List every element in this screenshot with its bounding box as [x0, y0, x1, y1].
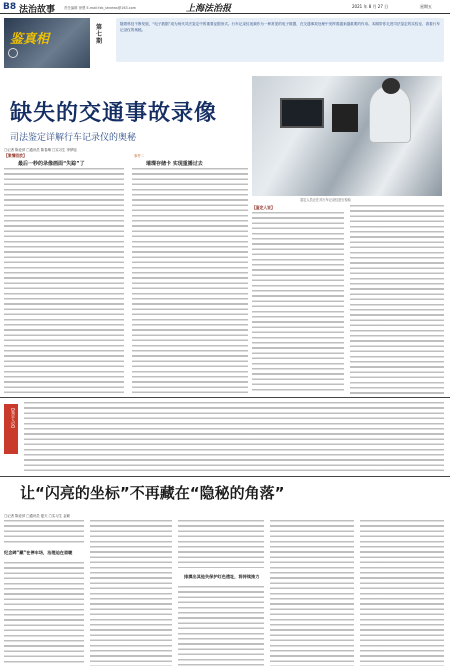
second-col5	[360, 520, 444, 666]
second-headline: 让“闪亮的坐标”不再藏在“隐秘的角落”	[20, 484, 285, 502]
device-graphic	[332, 104, 358, 132]
second-col3-top	[178, 520, 264, 568]
banner-issue: 第七期	[96, 24, 103, 45]
right-column-text-2	[350, 205, 444, 394]
intro-text: 随着科技不断发展，“电子数据”成为现代司法鉴定中的重要证据形式。行车记录仪视频作为一种常见的电子数据，在交通事故处理中发挥着越来越重要的作用。本期带你走进司法鉴定的实验室，看看行车记录仪的奥秘。	[120, 22, 440, 33]
right-tag: 【鉴定人说】	[252, 205, 275, 210]
technician-hair	[382, 78, 400, 94]
mid-subhead: 璀璨存储卡 实现重播过去	[146, 161, 203, 167]
right-column-text-1	[252, 212, 344, 394]
issue-date: 2021 年 8 月 27 日	[352, 4, 389, 9]
second-col1-top	[4, 520, 84, 546]
monitor-graphic	[280, 98, 324, 128]
magnifier-icon	[8, 48, 18, 58]
photo-caption: 鉴定人员正在对行车记录仪进行检验	[300, 198, 351, 202]
feature-byline: □记者 陈爱萍 □通讯员 陈春琳 □实习生 李梦瑶	[4, 148, 77, 152]
newspaper-logo: 上海法治报	[186, 4, 232, 14]
feature-banner	[4, 18, 90, 68]
second-subhead-left: 纪念碑”藏”在停车场，治理迫在眉睫	[4, 550, 73, 555]
second-col4	[270, 520, 354, 666]
intro-box	[116, 18, 444, 62]
lab-photo	[252, 76, 442, 196]
second-byline: □记者 陈爱萍 □通讯员 夏天 □实习生 金颖	[4, 514, 70, 518]
second-col1-bottom	[4, 562, 84, 666]
story-column-text	[4, 168, 124, 394]
banner-title: 鉴真相	[10, 32, 50, 47]
section-divider	[0, 397, 450, 398]
editor-line: 责任编辑 徐慧 E-mail:fzb_shnews@163.com	[64, 6, 136, 10]
second-col2	[90, 520, 172, 666]
feature-headline: 缺失的交通事故录像	[10, 101, 218, 126]
second-subhead-mid: 排摸出其他失保护红色遗址，将持续推力	[184, 574, 260, 579]
mid-tag: 事件二	[134, 154, 145, 158]
page-number: B8	[3, 2, 17, 12]
issue-weekday: 星期五	[420, 4, 432, 9]
feature-subheadline: 司法鉴定详解行车记录仪的奥秘	[10, 133, 137, 143]
second-divider	[0, 476, 450, 477]
story-tag: 【案情回放】	[4, 153, 27, 158]
second-col3-bottom	[178, 586, 264, 666]
sidebar-quote-label: 【鉴定人说】	[4, 404, 18, 454]
mid-column-text	[132, 168, 248, 394]
section-title: 法治故事	[19, 5, 56, 15]
masthead	[0, 0, 450, 14]
sidebar-quote-text	[24, 402, 444, 472]
story-subhead: 最后一秒的录像画面“失踪”了	[18, 161, 85, 167]
technician-graphic	[370, 86, 410, 142]
